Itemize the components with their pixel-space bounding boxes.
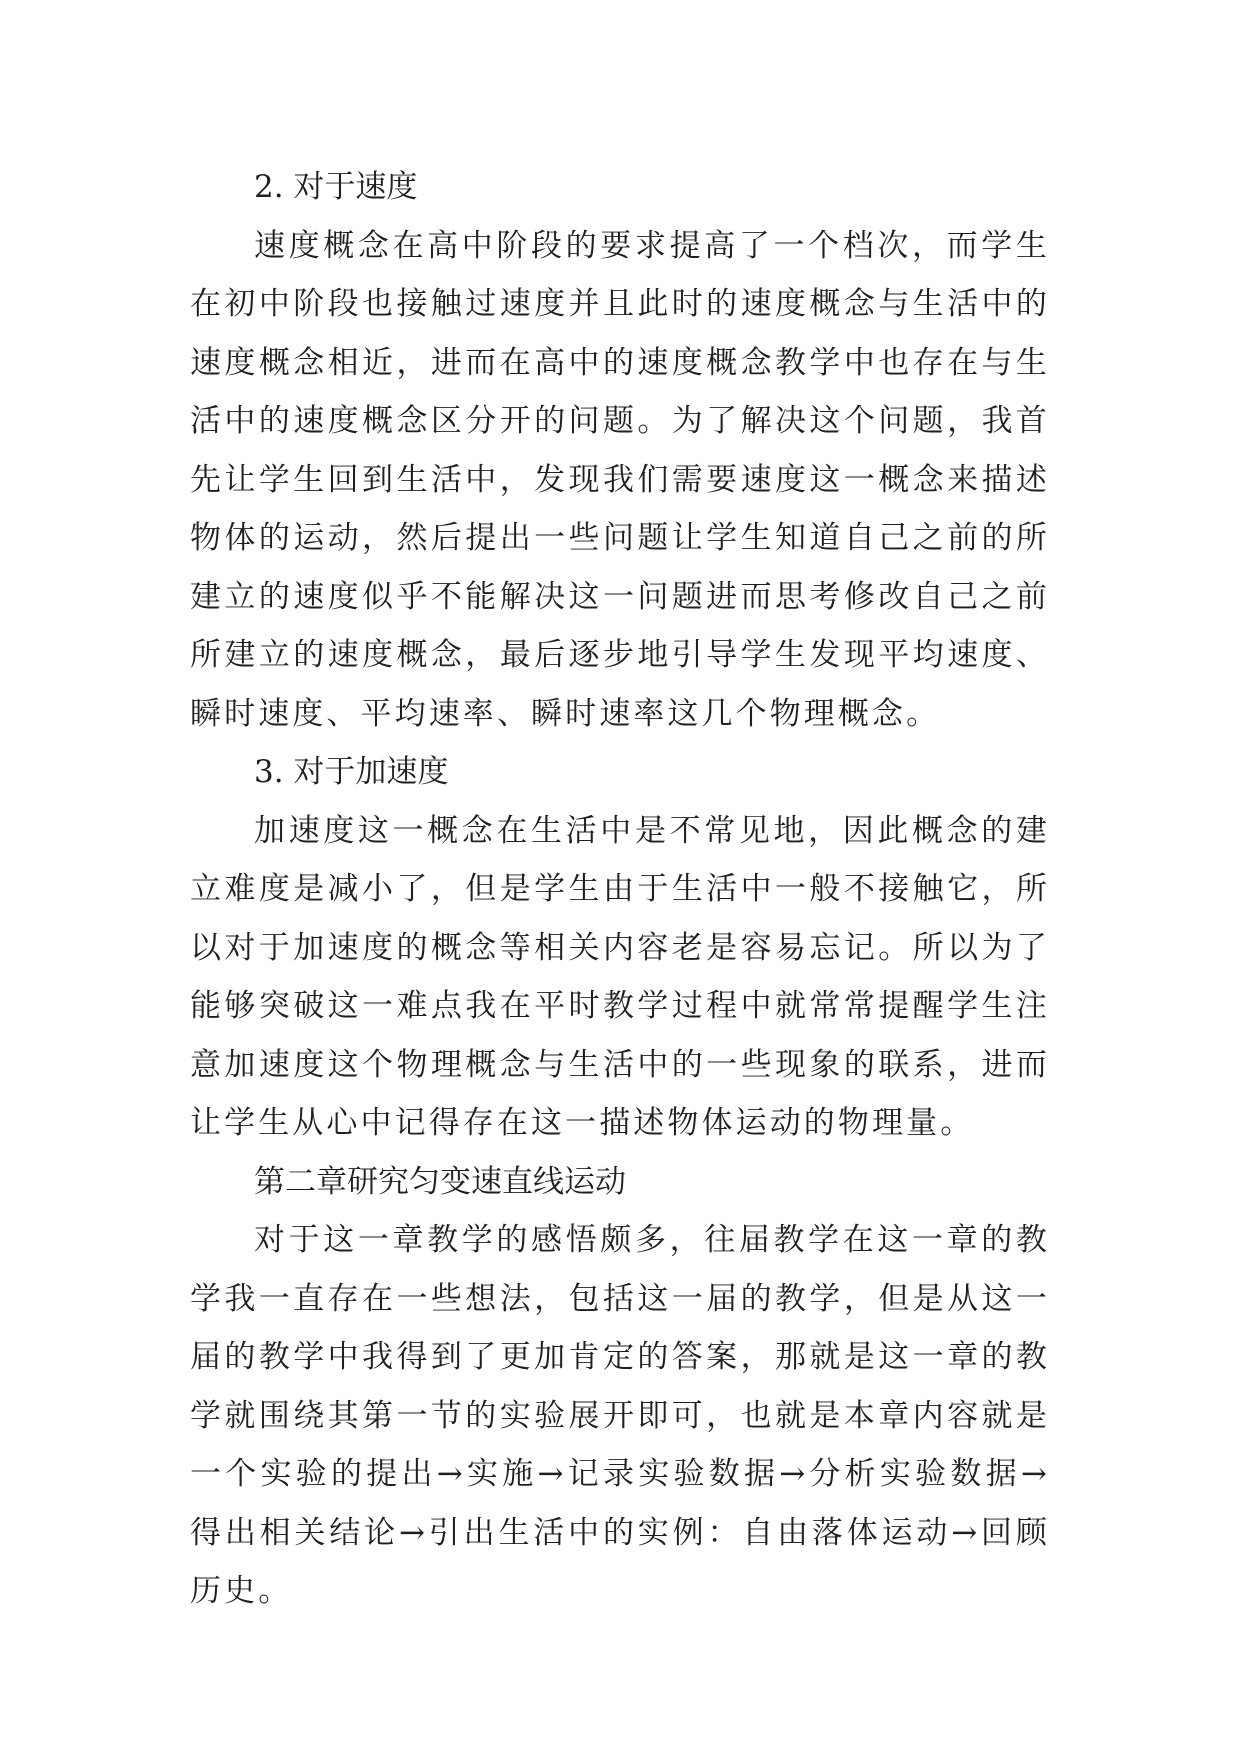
- document-body: [190, 158, 1050, 1621]
- paragraph-chapter-two: 对于这一章教学的感悟颇多，往届教学在这一章的教学我一直存在一些想法，包括这一届的教学，但是从这一届的教学中我得到了更加肯定的答案，那就是这一章的教学就围绕其第一节的实验展开即可，也就是本章内容就是一个实验的提出→实施→记录实验数据→分析实验数据→得出相关结论→引出生活中的实例：自由落体运动→回顾历史。: [190, 1222, 1050, 1609]
- section-heading-acceleration: 3. 对于加速度: [254, 754, 449, 790]
- paragraph-velocity: 速度概念在高中阶段的要求提高了一个档次，而学生在初中阶段也接触过速度并且此时的速度概念与生活中的速度概念相近，进而在高中的速度概念教学中也存在与生活中的速度概念区分开的问题。为了解决这个问题，我首先让学生回到生活中，发现我们需要速度这一概念来描述物体的运动，然后提出一些问题让学生知道自己之前的所建立的速度似乎不能解决这一问题进而思考修改自己之前所建立的速度概念，最后逐步地引导学生发现平均速度、瞬时速度、平均速率、瞬时速率这几个物理概念。: [190, 227, 1050, 732]
- section-heading-velocity: 2. 对于速度: [254, 169, 418, 205]
- chapter-heading-uniform-acceleration: 第二章研究匀变速直线运动: [254, 1163, 626, 1200]
- paragraph-acceleration: 加速度这一概念在生活中是不常见地，因此概念的建立难度是减小了，但是学生由于生活中一般不接触它，所以对于加速度的概念等相关内容老是容易忘记。所以为了能够突破这一难点我在平时教学过程中就常常提醒学生注意加速度这个物理概念与生活中的一些现象的联系，进而让学生从心中记得存在这一描述物体运动的物理量。: [190, 812, 1050, 1141]
